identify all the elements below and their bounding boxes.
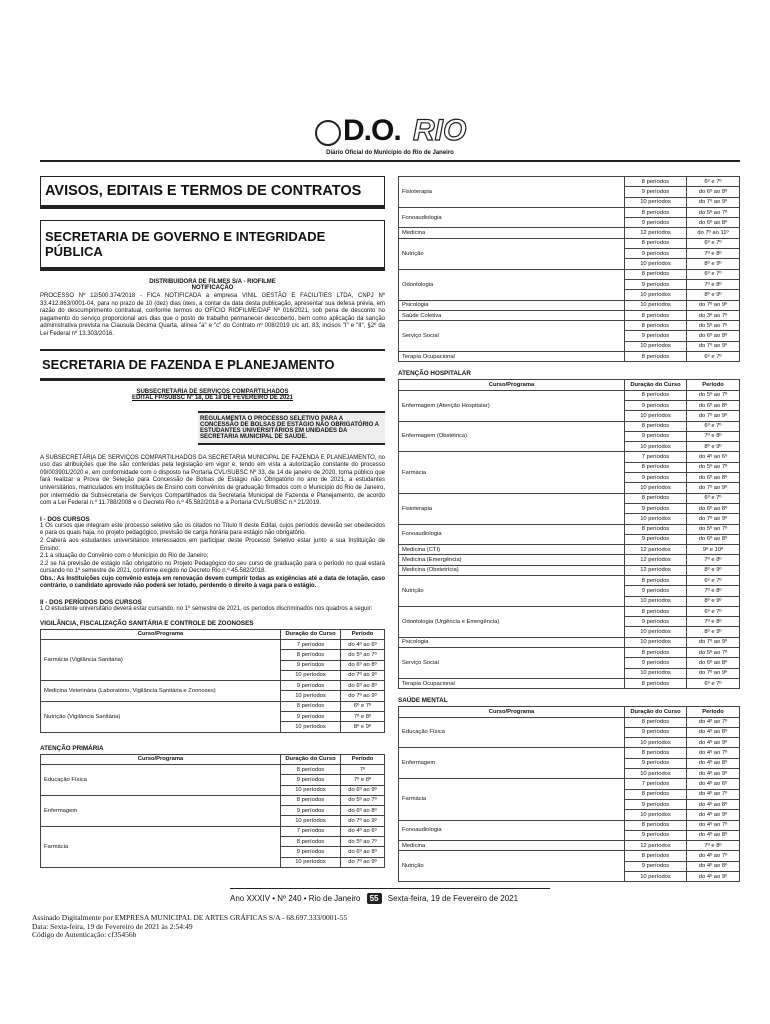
- period-cell: do 4º ao 7º: [687, 820, 740, 830]
- period-cell: do 4º ao 8º: [687, 799, 740, 809]
- period-cell: 7º e 8º: [687, 617, 740, 627]
- period-cell: 7º e 8º: [687, 841, 740, 851]
- course-cell: Farmácia: [41, 826, 281, 867]
- period-cell: 6º e 7º: [687, 269, 740, 279]
- footer-divider: [230, 888, 550, 889]
- period-cell: 6º e 7º: [687, 177, 740, 187]
- period-cell: 6º e 7º: [341, 701, 385, 711]
- table-row: [41, 639, 385, 649]
- period-cell: do 3º ao 7º: [687, 310, 740, 320]
- period-cell: do 6º ao 9º: [341, 785, 385, 795]
- course-cell: Medicina (Obstetrícia): [399, 565, 625, 575]
- period-cell: do 7º ao 11º: [687, 228, 740, 238]
- duration-cell: 10 períodos: [625, 872, 687, 882]
- duration-cell: 9 períodos: [625, 534, 687, 544]
- period-cell: 7º e 8º: [687, 555, 740, 565]
- duration-cell: 8 períodos: [625, 717, 687, 727]
- period-cell: do 4º ao 9º: [687, 738, 740, 748]
- primaria-continued-table: [398, 176, 740, 362]
- course-cell: Serviço Social: [399, 321, 625, 352]
- hospitalar-title: ATENÇÃO HOSPITALAR: [398, 370, 471, 378]
- period-cell: 8º e 9º: [341, 722, 385, 732]
- course-cell: Serviço Social: [399, 648, 625, 679]
- course-cell: Psicologia: [399, 637, 625, 647]
- duration-cell: 8 períodos: [625, 851, 687, 861]
- table-row: [41, 795, 385, 805]
- period-cell: 8º e 9º: [687, 565, 740, 575]
- period-cell: do 7º ao 9º: [341, 816, 385, 826]
- table-row: [399, 269, 740, 279]
- table-row: [399, 820, 740, 830]
- duration-cell: 9 períodos: [625, 431, 687, 441]
- course-cell: Nutrição (Vigilância Sanitária): [41, 701, 281, 732]
- riofilme-org: DISTRIBUIDORA DE FILMES S/A - RIOFILME: [149, 279, 276, 285]
- duration-cell: 9 períodos: [625, 187, 687, 197]
- duration-cell: 8 períodos: [625, 524, 687, 534]
- period-cell: 8º e 9º: [687, 259, 740, 269]
- period-cell: do 7º ao 9º: [687, 514, 740, 524]
- duration-cell: 12 períodos: [625, 228, 687, 238]
- duration-cell: 8 períodos: [281, 764, 341, 774]
- duration-cell: 10 períodos: [625, 300, 687, 310]
- header-periodo: Período: [687, 707, 740, 717]
- footer-date: Sexta-feira, 19 de Fevereiro de 2021: [387, 894, 519, 903]
- course-cell: Medicina Veterinária (Laboratório, Vigilância Sanitária e Zoonoses): [41, 681, 281, 702]
- period-cell: do 4º ao 7º: [687, 748, 740, 758]
- course-cell: Nutrição: [399, 851, 625, 882]
- duration-cell: 9 períodos: [625, 473, 687, 483]
- right-column: [398, 176, 740, 882]
- duration-cell: 7 períodos: [625, 452, 687, 462]
- period-cell: 9º e 10º: [687, 545, 740, 555]
- period-cell: 7º: [341, 764, 385, 774]
- period-cell: do 5º ao 7º: [341, 650, 385, 660]
- period-cell: 6º e 7º: [687, 352, 740, 362]
- period-cell: 8º e 9º: [687, 442, 740, 452]
- period-cell: do 7º ao 9º: [687, 483, 740, 493]
- cursos-item: 1 Os cursos que integram este processo seletivo são os citados no Título II deste Edital, cujos períodos deverão ser obedecidos e para os quais haja, no projeto pedagógico, previsão de carga horária para estágio não obrigatório.: [40, 522, 385, 537]
- period-cell: do 6º ao 8º: [687, 503, 740, 513]
- course-cell: Fisioterapia: [399, 177, 625, 208]
- table-row: [399, 606, 740, 616]
- duration-cell: 10 períodos: [625, 259, 687, 269]
- period-cell: do 5º ao 7º: [687, 321, 740, 331]
- table-row: [399, 648, 740, 658]
- secretaria-governo-title: SECRETARIA DE GOVERNO E INTEGRIDADE PÚBLICA: [40, 220, 385, 268]
- duration-cell: 9 períodos: [625, 249, 687, 259]
- footer-issue: Ano XXXIV • Nº 240 • Rio de Janeiro: [230, 894, 361, 903]
- duration-cell: 9 períodos: [281, 806, 341, 816]
- duration-cell: 8 períodos: [625, 390, 687, 400]
- regulamenta-box: REGULAMENTA O PROCESSO SELETIVO PARA A CONCESSÃO DE BOLSAS DE ESTÁGIO NÃO OBRIGATÓRIO A ESTUDANTES UNIVERSITÁRIOS EM UNIDADES DA SECRETARIA MUNICIPAL DE SAÚDE.: [198, 411, 385, 445]
- table-row: [41, 826, 385, 836]
- period-cell: do 6º ao 8º: [687, 534, 740, 544]
- duration-cell: 9 períodos: [625, 331, 687, 341]
- period-cell: do 4º ao 8º: [687, 727, 740, 737]
- duration-cell: 9 períodos: [625, 758, 687, 768]
- duration-cell: 12 períodos: [625, 545, 687, 555]
- duration-cell: 8 períodos: [281, 837, 341, 847]
- course-cell: Farmácia (Vigilância Sanitária): [41, 639, 281, 680]
- period-cell: do 4º ao 6º: [341, 639, 385, 649]
- period-cell: 7º e 8º: [687, 586, 740, 596]
- vigilancia-table: [40, 629, 385, 733]
- duration-cell: 9 períodos: [625, 503, 687, 513]
- duration-cell: 9 períodos: [625, 830, 687, 840]
- duration-cell: 9 períodos: [625, 279, 687, 289]
- table-row: [399, 390, 740, 400]
- header-periodo: Período: [341, 754, 385, 764]
- periodos-text: 1 O estudante universitário deverá estar cursando, no 1º semestre de 2021, os períodos discriminados nos quadros a seguir:: [40, 606, 373, 613]
- riofilme-label: NOTIFICAÇÃO: [191, 285, 234, 291]
- signature-line: Código de Autenticação: cf35456b: [32, 930, 137, 939]
- period-cell: do 4º ao 8º: [687, 758, 740, 768]
- duration-cell: 10 períodos: [281, 722, 341, 732]
- duration-cell: 9 períodos: [625, 799, 687, 809]
- period-cell: do 7º ao 9º: [687, 668, 740, 678]
- duration-cell: 8 períodos: [625, 678, 687, 688]
- duration-cell: 10 períodos: [625, 341, 687, 351]
- table-row: [399, 555, 740, 565]
- header-periodo: Período: [341, 629, 385, 639]
- period-cell: do 7º ao 9º: [687, 637, 740, 647]
- duration-cell: 12 períodos: [625, 555, 687, 565]
- duration-cell: 9 períodos: [281, 712, 341, 722]
- duration-cell: 8 períodos: [625, 421, 687, 431]
- duration-cell: 8 períodos: [281, 795, 341, 805]
- periodos-title: II - DOS PERÍODOS DOS CURSOS: [40, 599, 142, 607]
- period-cell: do 4º ao 8º: [687, 861, 740, 871]
- duration-cell: 8 períodos: [625, 238, 687, 248]
- period-cell: do 6º ao 8º: [341, 847, 385, 857]
- period-cell: do 6º ao 8º: [687, 187, 740, 197]
- table-row: [399, 524, 740, 534]
- table-row: [399, 637, 740, 647]
- course-cell: Nutrição: [399, 575, 625, 606]
- duration-cell: 8 períodos: [625, 493, 687, 503]
- duration-cell: 9 períodos: [625, 218, 687, 228]
- duration-cell: 10 períodos: [281, 816, 341, 826]
- duration-cell: 8 períodos: [625, 606, 687, 616]
- secretaria-fazenda-title: SECRETARIA DE FAZENDA E PLANEJAMENTO: [42, 356, 335, 372]
- period-cell: 8º e 9º: [687, 596, 740, 606]
- duration-cell: 8 períodos: [625, 748, 687, 758]
- cursos-title: I - DOS CURSOS: [40, 515, 90, 523]
- table-row: [399, 717, 740, 727]
- course-cell: Enfermagem: [399, 748, 625, 779]
- table-row: [399, 228, 740, 238]
- table-row: [399, 748, 740, 758]
- table-row: [41, 701, 385, 711]
- period-cell: do 4º ao 6º: [341, 826, 385, 836]
- duration-cell: 8 períodos: [281, 650, 341, 660]
- duration-cell: 7 períodos: [281, 639, 341, 649]
- mental-title: SAÚDE MENTAL: [398, 697, 448, 705]
- subsecretaria-title: SUBSECRETARIA DE SERVIÇOS COMPARTILHADOS: [136, 388, 289, 395]
- hospitalar-table: [398, 379, 740, 689]
- duration-cell: 9 períodos: [625, 586, 687, 596]
- course-cell: Fonoaudiologia: [399, 207, 625, 228]
- period-cell: do 6º ao 8º: [341, 681, 385, 691]
- logo-rio-text: RIO: [413, 114, 467, 147]
- period-cell: do 7º ao 9º: [341, 857, 385, 867]
- intro-paragraph: A SUBSECRETÁRIA DE SERVIÇOS COMPARTILHADOS DA SECRETARIA MUNICIPAL DE FAZENDA E PLANEJAMENTO, no uso das atribuições que lhe são conferidas pela legislação em vigor e, tendo em vista a autorização constante do processo 09/003901/2020 e, em conformidade com o disposto na Portaria CVL/SUBSC Nº 33, de 14 de janeiro de 2020, torna público que fará realizar a Prova de Seleção para Concessão de Bolsas de Estágio não Obrigatório no ano de 2021, a estudantes universitários, matriculados em Instituições de Ensino com convênios de graduação firmados com o Município do Rio de Janeiro, por intermédio da Subsecretaria de Serviços Compartilhados da Secretaria Municipal de Fazenda e Planejamento, de acordo com a Lei Federal n.º 11.788/2008 e o Decreto Rio n.º 45.582/2018 e a Portaria CVL/SUBSC n.º 21/2019.: [40, 454, 385, 507]
- table-row: [399, 493, 740, 503]
- cursos-item: 2 Caberá aos estudantes universitários interessados em participar deste Processo Seletivo estar junto a sua Instituição de Ensino:: [40, 537, 385, 552]
- duration-cell: 10 períodos: [625, 290, 687, 300]
- table-row: [399, 207, 740, 217]
- period-cell: do 7º ao 9º: [687, 411, 740, 421]
- course-cell: Medicina (CTI): [399, 545, 625, 555]
- duration-cell: 8 períodos: [625, 269, 687, 279]
- duration-cell: 8 períodos: [625, 177, 687, 187]
- course-cell: Medicina: [399, 228, 625, 238]
- course-cell: Enfermagem: [41, 795, 281, 826]
- period-cell: 7º e 8º: [687, 279, 740, 289]
- period-cell: 7º e 8º: [341, 775, 385, 785]
- header-duracao: Duração do Curso: [625, 380, 687, 390]
- duration-cell: 10 períodos: [625, 514, 687, 524]
- course-cell: Odontologia: [399, 269, 625, 300]
- period-cell: do 4º ao 8º: [687, 830, 740, 840]
- duration-cell: 8 períodos: [281, 701, 341, 711]
- period-cell: do 4º ao 9º: [687, 872, 740, 882]
- table-row: [399, 238, 740, 248]
- course-cell: Fonoaudiologia: [399, 820, 625, 841]
- course-cell: Educação Física: [399, 717, 625, 748]
- duration-cell: 10 períodos: [625, 637, 687, 647]
- table-row: [399, 678, 740, 688]
- period-cell: do 6º ao 8º: [687, 400, 740, 410]
- header-curso: Curso/Programa: [41, 629, 281, 639]
- table-row: [399, 565, 740, 575]
- header-duracao: Duração do Curso: [281, 629, 341, 639]
- period-cell: do 7º ao 9º: [687, 341, 740, 351]
- period-cell: do 7º ao 9º: [341, 670, 385, 680]
- table-row: [41, 681, 385, 691]
- period-cell: do 5º ao 7º: [687, 390, 740, 400]
- period-cell: do 5º ao 7º: [687, 524, 740, 534]
- masthead: [300, 114, 480, 160]
- duration-cell: 8 períodos: [625, 352, 687, 362]
- duration-cell: 8 períodos: [625, 820, 687, 830]
- course-cell: Terapia Ocupacional: [399, 352, 625, 362]
- mental-table: [398, 706, 740, 882]
- cursos-item: 2.1 a situação do Convênio com o Município do Rio de Janeiro;: [40, 553, 209, 560]
- table-row: [399, 545, 740, 555]
- table-row: [41, 764, 385, 774]
- duration-cell: 8 períodos: [625, 648, 687, 658]
- table-row: [399, 851, 740, 861]
- vigilancia-title: VIGILÂNCIA, FISCALIZAÇÃO SANITÁRIA E CONTROLE DE ZOONOSES: [40, 619, 254, 627]
- header-duracao: Duração do Curso: [281, 754, 341, 764]
- header-curso: Curso/Programa: [399, 707, 625, 717]
- header-curso: Curso/Programa: [399, 380, 625, 390]
- course-cell: Saúde Coletiva: [399, 310, 625, 320]
- period-cell: 7º e 8º: [341, 712, 385, 722]
- period-cell: 6º e 7º: [687, 678, 740, 688]
- duration-cell: 7 períodos: [625, 779, 687, 789]
- period-cell: 6º e 7º: [687, 421, 740, 431]
- period-cell: 7º e 8º: [687, 249, 740, 259]
- course-cell: Medicina (Emergência): [399, 555, 625, 565]
- table-row: [399, 310, 740, 320]
- duration-cell: 8 períodos: [625, 321, 687, 331]
- duration-cell: 9 períodos: [625, 617, 687, 627]
- page-number: 55: [367, 893, 382, 904]
- header-periodo: Período: [687, 380, 740, 390]
- course-cell: Enfermagem (Obstétrica): [399, 421, 625, 452]
- table-row: [399, 779, 740, 789]
- course-cell: Farmácia: [399, 452, 625, 493]
- period-cell: do 6º ao 8º: [341, 660, 385, 670]
- period-cell: do 5º ao 7º: [341, 795, 385, 805]
- period-cell: do 4º ao 7º: [687, 851, 740, 861]
- divider: [40, 268, 385, 271]
- primaria-table: [40, 754, 385, 868]
- period-cell: do 7º ao 9º: [687, 300, 740, 310]
- duration-cell: 10 períodos: [625, 596, 687, 606]
- duration-cell: 9 períodos: [625, 727, 687, 737]
- period-cell: do 4º ao 6º: [687, 452, 740, 462]
- period-cell: do 6º ao 8º: [341, 806, 385, 816]
- divider: [40, 378, 385, 381]
- period-cell: do 5º ao 7º: [687, 207, 740, 217]
- duration-cell: 9 períodos: [625, 400, 687, 410]
- period-cell: 8º e 9º: [687, 627, 740, 637]
- course-cell: Educação Física: [41, 764, 281, 795]
- header-duracao: Duração do Curso: [625, 707, 687, 717]
- period-cell: do 4º ao 6º: [687, 779, 740, 789]
- duration-cell: 10 períodos: [625, 442, 687, 452]
- riofilme-notice: PROCESSO Nº 12/500.374/2018 - FICA NOTIFICADA a empresa VINIL GESTÃO E FACILITIES LTDA, CNPJ Nº 33.412.863/0001-04, para no prazo de 10 (dez) dias úteis, a contar da data desta publicação, apresentar sua defesa prévia, em razão do descumprimento contratual, conforme termos do OFÍCIO RIOFILME/DAF Nº 016/2021, sob pena de desconto no pagamento do serviço proporcional aos dias que o posto de trabalho permanecer descoberto, bem como aplicação da sanção administrativa prevista na Cláusula Décima Quarta, alínea "a" e "c" do Contrato nº 008/2019 c/c art. 83, incisos "I" e "II", §2º da Lei Federal nº 13.303/2016.: [40, 293, 385, 337]
- digital-signature: [32, 914, 347, 940]
- duration-cell: 10 períodos: [281, 691, 341, 701]
- signature-line: Data: Sexta-feira, 19 de Fevereiro de 2021 às 2:54:49: [32, 921, 193, 931]
- duration-cell: 10 períodos: [625, 197, 687, 207]
- course-cell: Fonoaudiologia: [399, 524, 625, 545]
- table-row: [399, 177, 740, 187]
- course-cell: Psicologia: [399, 300, 625, 310]
- period-cell: do 7º ao 9º: [687, 197, 740, 207]
- duration-cell: 9 períodos: [625, 658, 687, 668]
- table-row: [399, 421, 740, 431]
- city-crest-icon: [315, 120, 341, 146]
- duration-cell: 10 períodos: [281, 785, 341, 795]
- period-cell: do 5º ao 7º: [687, 648, 740, 658]
- duration-cell: 8 períodos: [625, 207, 687, 217]
- period-cell: do 7º ao 9º: [341, 691, 385, 701]
- course-cell: Odontologia (Urgência e Emergência): [399, 606, 625, 637]
- table-row: [399, 841, 740, 851]
- header-curso: Curso/Programa: [41, 754, 281, 764]
- section-title: AVISOS, EDITAIS E TERMOS DE CONTRATOS: [40, 176, 385, 206]
- primaria-title: ATENÇÃO PRIMÁRIA: [40, 744, 104, 752]
- period-cell: do 6º ao 8º: [687, 473, 740, 483]
- left-column: [40, 176, 385, 868]
- duration-cell: 9 períodos: [281, 660, 341, 670]
- period-cell: do 6º ao 8º: [687, 658, 740, 668]
- duration-cell: 7 períodos: [281, 826, 341, 836]
- period-cell: do 5º ao 7º: [687, 462, 740, 472]
- cursos-obs: Obs.: As Instituições cujo convênio esteja em renovação devem cumprir todas as exigências até a data de lotação, caso contrário, o candidato aprovado não poderá ser lotado, perdendo o direito à vaga para o estágio.: [40, 575, 385, 590]
- period-cell: 6º e 7º: [687, 238, 740, 248]
- duration-cell: 10 períodos: [625, 769, 687, 779]
- period-cell: do 4º ao 7º: [687, 789, 740, 799]
- period-cell: do 6º ao 8º: [687, 331, 740, 341]
- table-row: [399, 321, 740, 331]
- table-row: [399, 300, 740, 310]
- period-cell: do 4º ao 9º: [687, 810, 740, 820]
- course-cell: Enfermagem (Atenção Hospitalar): [399, 390, 625, 421]
- duration-cell: 9 períodos: [281, 681, 341, 691]
- signature-line: Assinado Digitalmente por EMPRESA MUNICIPAL DE ARTES GRÁFICAS S/A - 68.697.333/0001-55: [32, 913, 348, 922]
- duration-cell: 10 períodos: [625, 738, 687, 748]
- period-cell: do 6º ao 8º: [687, 218, 740, 228]
- period-cell: 6º e 7º: [687, 493, 740, 503]
- table-row: [399, 352, 740, 362]
- period-cell: 7º e 8º: [687, 431, 740, 441]
- period-cell: 6º e 7º: [687, 575, 740, 585]
- duration-cell: 12 períodos: [625, 565, 687, 575]
- masthead-divider: [40, 160, 740, 162]
- table-row: [399, 452, 740, 462]
- duration-cell: 8 períodos: [625, 310, 687, 320]
- duration-cell: 9 períodos: [625, 861, 687, 871]
- period-cell: do 5º ao 7º: [341, 837, 385, 847]
- masthead-subtitle: Diário Oficial do Município do Rio de Janeiro: [326, 150, 454, 156]
- duration-cell: 8 períodos: [625, 575, 687, 585]
- edital-title: EDITAL FP/SUBSC Nº 18, DE 18 DE FEVEREIRO DE 2021: [131, 394, 293, 401]
- table-row: [399, 575, 740, 585]
- duration-cell: 10 períodos: [625, 627, 687, 637]
- period-cell: 6º e 7º: [687, 606, 740, 616]
- course-cell: Farmácia: [399, 779, 625, 820]
- period-cell: do 4º ao 7º: [687, 717, 740, 727]
- duration-cell: 10 períodos: [625, 483, 687, 493]
- course-cell: Nutrição: [399, 238, 625, 269]
- duration-cell: 8 períodos: [625, 789, 687, 799]
- duration-cell: 9 períodos: [281, 847, 341, 857]
- duration-cell: 10 períodos: [281, 857, 341, 867]
- duration-cell: 8 períodos: [625, 462, 687, 472]
- course-cell: Medicina: [399, 841, 625, 851]
- duration-cell: 12 períodos: [625, 841, 687, 851]
- footer: [230, 893, 550, 904]
- duration-cell: 10 períodos: [625, 810, 687, 820]
- duration-cell: 10 períodos: [625, 411, 687, 421]
- course-cell: Terapia Ocupacional: [399, 678, 625, 688]
- do-rio-logo: [315, 114, 467, 148]
- logo-text: D.O.: [343, 114, 401, 147]
- duration-cell: 10 períodos: [625, 668, 687, 678]
- period-cell: 8º e 9º: [687, 290, 740, 300]
- duration-cell: 9 períodos: [281, 775, 341, 785]
- cursos-item: 2.2 se há previsão de estágio não obrigatório no Projeto Pedagógico do seu curso de graduação para o período no qual estará cursando no 1º semestre de 2021, conforme exigido no Decreto Rio n.º 45.582/2018.: [40, 560, 385, 575]
- duration-cell: 10 períodos: [281, 670, 341, 680]
- period-cell: do 4º ao 9º: [687, 769, 740, 779]
- course-cell: Fisioterapia: [399, 493, 625, 524]
